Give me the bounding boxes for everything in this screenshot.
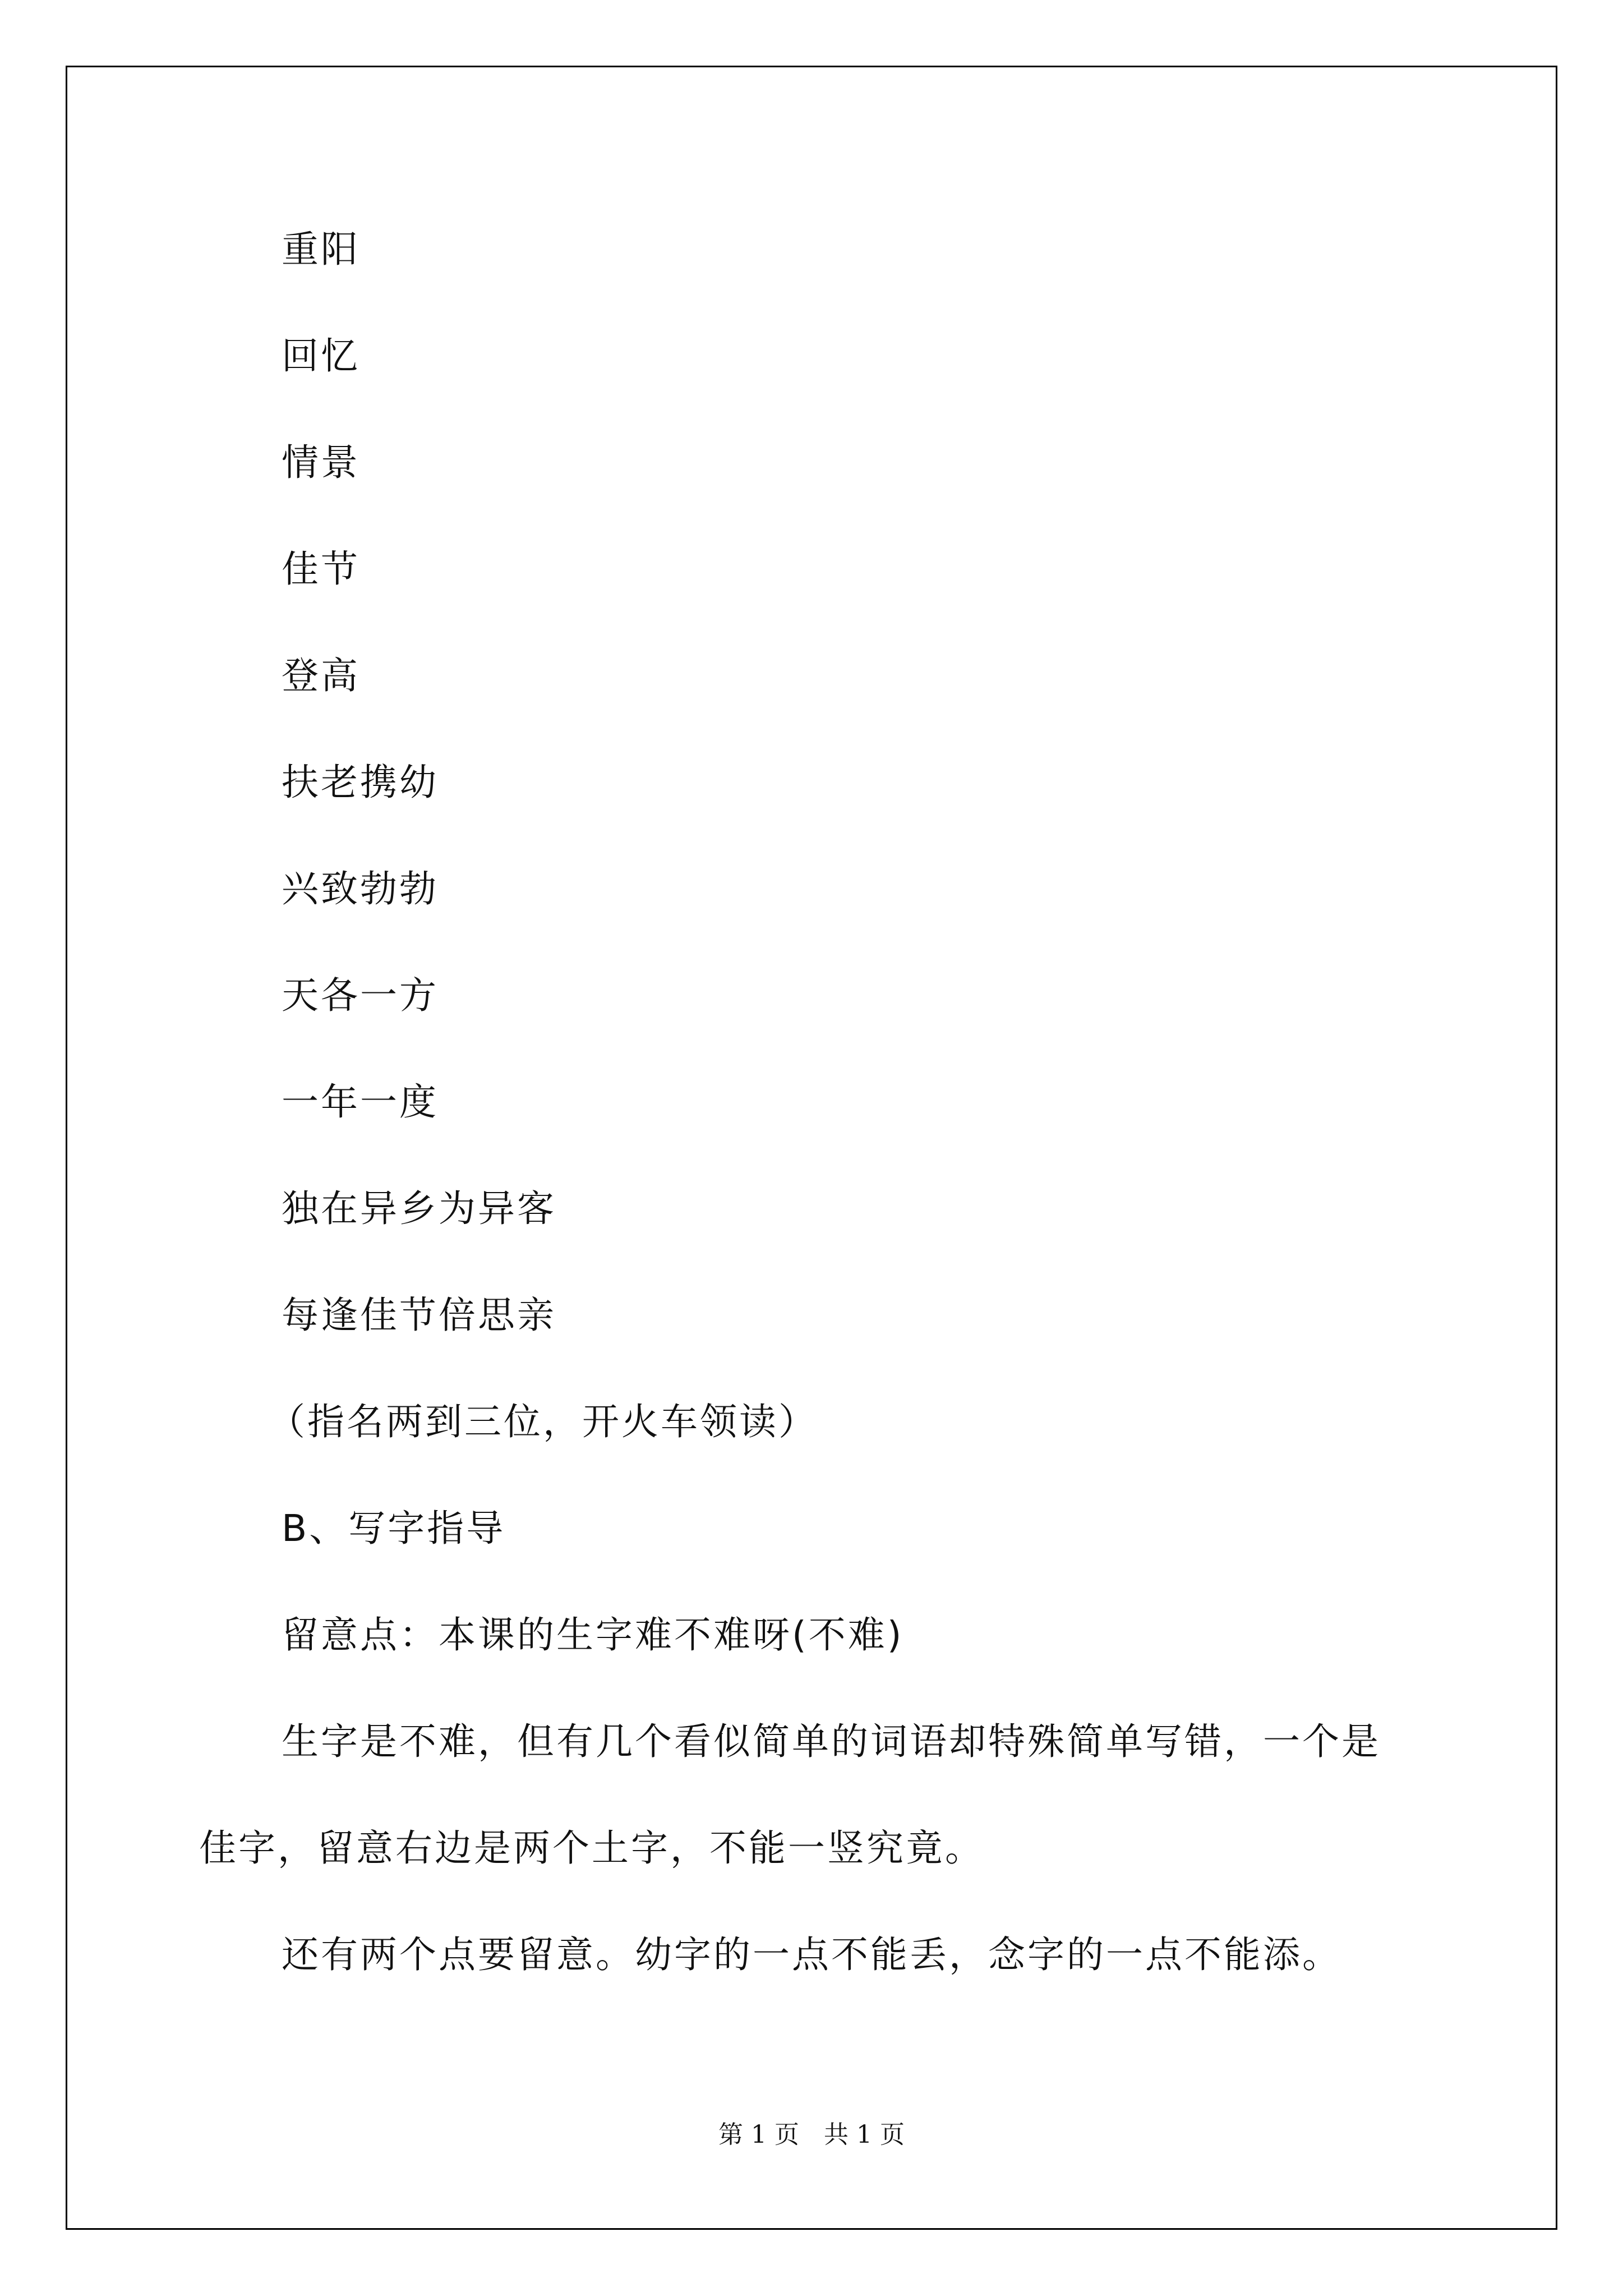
text-line: 天各一方 (282, 974, 439, 1017)
paragraph-line: 还有两个点要留意。幼字的一点不能丢，念字的一点不能添。 (282, 1933, 1341, 1976)
text-line: 一年一度 (282, 1080, 439, 1124)
page-footer: 第 1 页 共 1 页 (718, 2120, 905, 2149)
text-line: 重阳 (282, 228, 360, 271)
text-line: 登高 (282, 654, 360, 697)
text-line: 回忆 (282, 334, 360, 378)
text-line: 每逢佳节倍思亲 (282, 1294, 556, 1337)
section-heading: B、写字指导 (282, 1507, 506, 1550)
paragraph-line: 佳字，留意右边是两个土字，不能一竖究竟。 (199, 1826, 984, 1870)
text-line: 留意点：本课的生字难不难呀(不难) (282, 1613, 904, 1657)
text-line: （指名两到三位，开火车领读） (268, 1400, 818, 1443)
paragraph-line: 生字是不难，但有几个看似简单的词语却特殊简单写错，一个是 (282, 1720, 1381, 1763)
text-line: 情景 (282, 441, 360, 484)
text-line: 兴致勃勃 (282, 867, 439, 910)
text-line: 独在异乡为异客 (282, 1187, 556, 1230)
text-line: 佳节 (282, 547, 360, 591)
text-line: 扶老携幼 (282, 761, 439, 804)
page-border (66, 66, 1557, 2230)
